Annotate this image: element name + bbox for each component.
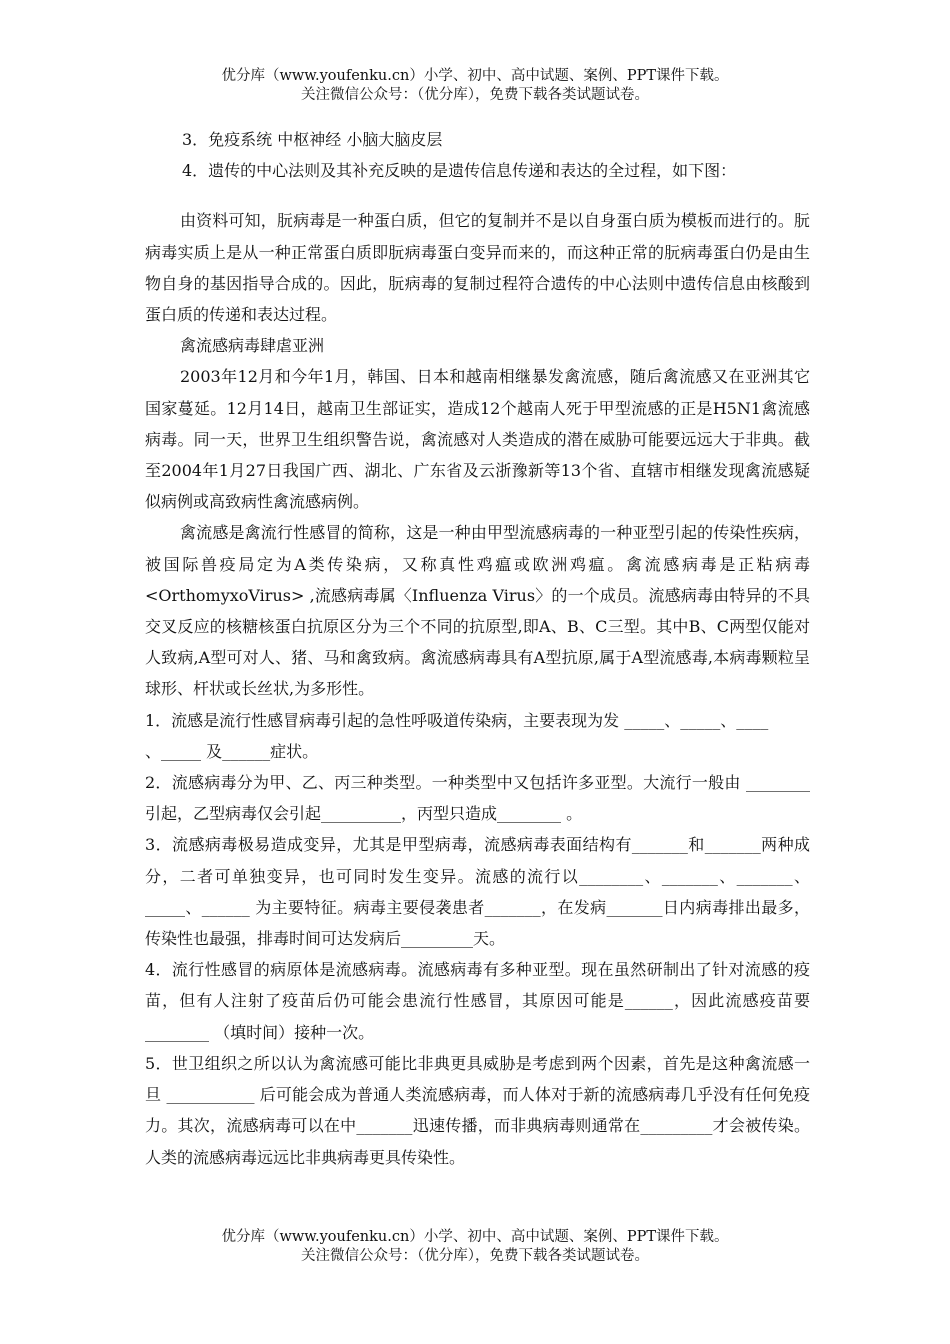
page-header <box>0 67 950 105</box>
article-paragraph-1: 2003年12月和今年1月，韩国、日本和越南相继暴发禽流感，随后禽流感又在亚洲其它国家蔓延。12月14日，越南卫生部证实，造成12个越南人死于甲型流感的正是H5N1禽流感病毒。同一天，世界卫生组织警告说，禽流感对人类造成的潜在威胁可能要远远大于非典。截至2004年1月27日我国广西、湖北、广东省及云浙豫新等13个省、直辖市相继发现禽流感疑似病例或高致病性禽流感病例。 <box>145 367 810 512</box>
document-body <box>145 124 810 1173</box>
article-title: 禽流感病毒肆虐亚洲 <box>180 336 325 356</box>
question-2: 2．流感病毒分为甲、乙、丙三种类型。一种类型中又包括许多亚型。大流行一般由 ________引起，乙型病毒仅会引起__________，丙型只造成________ 。 <box>145 773 810 824</box>
explanation-paragraph: 由资料可知，朊病毒是一种蛋白质，但它的复制并不是以自身蛋白质为模板而进行的。朊病毒实质上是从一种正常蛋白质即朊病毒蛋白变异而来的，而这种正常的朊病毒蛋白仍是由生物自身的基因指导合成的。因此，朊病毒的复制过程符合遗传的中心法则中遗传信息由核酸到蛋白质的传递和表达过程。 <box>145 211 810 325</box>
page-footer <box>0 1228 950 1266</box>
question-4: 4．流行性感冒的病原体是流感病毒。流感病毒有多种亚型。现在虽然研制出了针对流感的疫苗，但有人注射了疫苗后仍可能会患流行性感冒，其原因可能是______，因此流感疫苗要________ （填时间）接种一次。 <box>145 960 810 1042</box>
answer-item-4: 4．遗传的中心法则及其补充反映的是遗传信息传递和表达的全过程，如下图： <box>182 161 737 181</box>
figure-placeholder-gap <box>145 186 810 205</box>
question-3: 3．流感病毒极易造成变异，尤其是甲型病毒，流感病毒表面结构有_______和_______两种成分，二者可单独变异，也可同时发生变异。流感的流行以________、_______、_______、_____、______ 为主要特征。病毒主要侵袭患者_______，在发病_______日内病毒排出最多，传染性也最强，排毒时间可达发病后_________天。 <box>145 835 810 949</box>
question-1-line-1: 1．流感是流行性感冒病毒引起的急性呼吸道传染病，主要表现为发 _____、_____、____ <box>145 710 769 730</box>
article-paragraph-2: 禽流感是禽流行性感冒的简称，这是一种由甲型流感病毒的一种亚型引起的传染性疾病，被国际兽疫局定为A类传染病，又称真性鸡瘟或欧洲鸡瘟。禽流感病毒是正粘病毒<OrthomyxoVirus> ,流感病毒属〈Influenza Virus〉的一个成员。流感病毒由特异的不具交叉反应的核糖核蛋白抗原区分为三个不同的抗原型,即A、B、C三型。其中B、C两型仅能对人致病,A型可对人、猪、马和禽致病。禽流感病毒具有A型抗原,属于A型流感毒,本病毒颗粒呈球形、杆状或长丝状,为多形性。 <box>145 523 810 699</box>
header-line-1: 优分库（www.youfenku.cn）小学、初中、高中试题、案例、PPT课件下载。 <box>221 68 729 84</box>
footer-line-2: 关注微信公众号：（优分库），免费下载各类试题试卷。 <box>301 1248 649 1264</box>
answer-item-3: 3．免疫系统 中枢神经 小脑大脑皮层 <box>182 130 443 149</box>
footer-line-1: 优分库（www.youfenku.cn）小学、初中、高中试题、案例、PPT课件下载。 <box>221 1229 729 1245</box>
header-line-2: 关注微信公众号：（优分库），免费下载各类试题试卷。 <box>301 87 649 103</box>
question-1-line-2: 、_____ 及______症状。 <box>145 741 319 761</box>
question-5: 5．世卫组织之所以认为禽流感可能比非典更具威胁是考虑到两个因素，首先是这种禽流感一旦 ___________ 后可能会成为普通人类流感病毒，而人体对于新的流感病毒几乎没有任何免疫力。其次，流感病毒可以在中_______迅速传播，而非典病毒则通常在_________才会被传染。人类的流感病毒远远比非典病毒更具传染性。 <box>145 1053 810 1167</box>
